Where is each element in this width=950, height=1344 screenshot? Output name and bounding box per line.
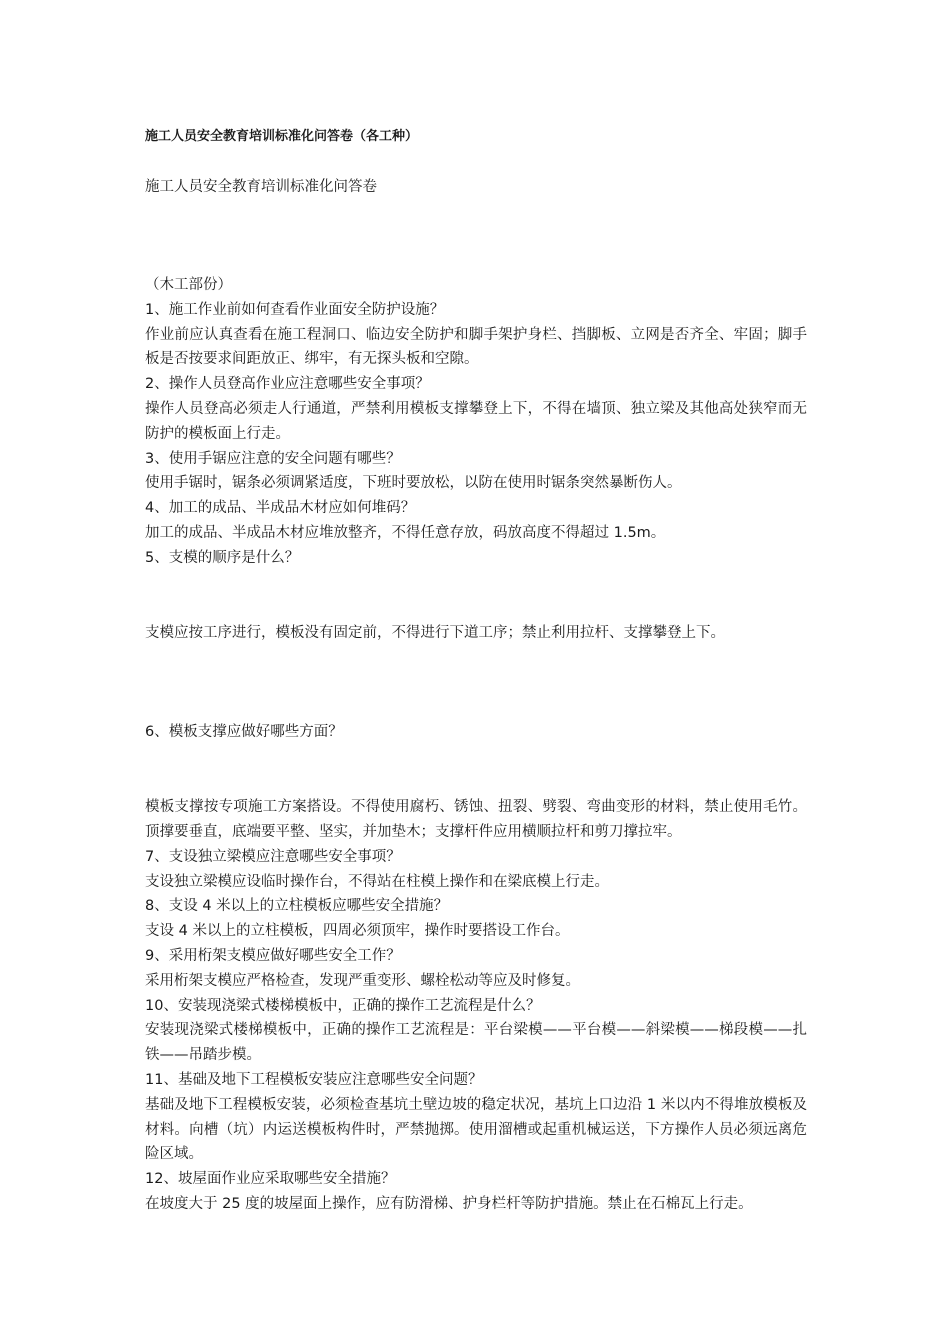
question-9: 9、采用桁架支模应做好哪些安全工作？	[145, 947, 401, 964]
answer-3: 使用手锯时，锯条必须调紧适度，下班时要放松，以防在使用时锯条突然暴断伤人。	[145, 475, 682, 492]
question-12: 12、坡屋面作业应采取哪些安全措施？	[145, 1171, 396, 1188]
question-2: 2、操作人员登高作业应注意哪些安全事项？	[145, 376, 430, 393]
answer-2: 操作人员登高必须走人行通道，严禁利用模板支撑攀登上下，不得在墙顶、独立梁及其他高处狭窄而无防护的模板面上行走。	[145, 400, 807, 442]
question-4: 4、加工的成品、半成品木材应如何堆码？	[145, 500, 416, 517]
question-8: 8、支设 4 米以上的立柱模板应哪些安全措施？	[145, 898, 449, 915]
spacer	[145, 695, 807, 720]
answer-4: 加工的成品、半成品木材应堆放整齐，不得任意存放，码放高度不得超过 1.5m。	[145, 524, 666, 541]
question-10: 10、安装现浇梁式楼梯模板中，正确的操作工艺流程是什么？	[145, 997, 541, 1014]
answer-8: 支设 4 米以上的立柱模板，四周必须顶牢，操作时要搭设工作台。	[145, 923, 570, 940]
spacer	[145, 645, 807, 695]
question-11: 11、基础及地下工程模板安装应注意哪些安全问题？	[145, 1071, 483, 1088]
question-3: 3、使用手锯应注意的安全问题有哪些？	[145, 450, 401, 467]
answer-5: 支模应按工序进行，模板没有固定前，不得进行下道工序；禁止利用拉杆、支撑攀登上下。	[145, 624, 725, 641]
answer-7: 支设独立梁模应设临时操作台，不得站在柱模上操作和在梁底模上行走。	[145, 873, 609, 890]
question-1: 1、施工作业前如何查看作业面安全防护设施？	[145, 301, 445, 318]
answer-9: 采用桁架支模应严格检查，发现严重变形、螺栓松动等应及时修复。	[145, 972, 580, 989]
document-body	[145, 273, 807, 1217]
question-6: 6、模板支撑应做好哪些方面？	[145, 724, 343, 741]
answer-12: 在坡度大于 25 度的坡屋面上操作，应有防滑梯、护身栏杆等防护措施。禁止在石棉瓦上行走。	[145, 1195, 753, 1212]
section-heading: （木工部份）	[145, 277, 232, 293]
answer-6: 模板支撑按专项施工方案搭设。不得使用腐朽、锈蚀、扭裂、劈裂、弯曲变形的材料，禁止使用毛竹。顶撑要垂直，底端要平整、坚实，并加垫木；支撑杆件应用横顺拉杆和剪刀撑拉牢。	[145, 799, 807, 840]
document-subtitle: 施工人员安全教育培训标准化问答卷	[145, 179, 377, 195]
question-5: 5、支模的顺序是什么？	[145, 549, 300, 566]
question-7: 7、支设独立梁模应注意哪些安全事项？	[145, 848, 401, 865]
spacer	[145, 745, 807, 795]
spacer	[145, 571, 807, 621]
document-title: 施工人员安全教育培训标准化问答卷（各工种）	[145, 129, 419, 144]
answer-1: 作业前应认真查看在施工程洞口、临边安全防护和脚手架护身栏、挡脚板、立网是否齐全、牢固；脚手板是否按要求间距放正、绑牢，有无探头板和空隙。	[145, 326, 807, 368]
answer-11: 基础及地下工程模板安装，必须检查基坑土壁边坡的稳定状况，基坑上口边沿 1 米以内不得堆放模板及材料。向槽（坑）内运送模板构件时，严禁抛掷。使用溜槽或起重机械运送，下方操作人员必须远离危险区域。	[145, 1096, 807, 1163]
answer-10: 安装现浇梁式楼梯模板中，正确的操作工艺流程是：平台梁模——平台模——斜梁模——梯段模——扎铁——吊踏步模。	[145, 1022, 807, 1064]
